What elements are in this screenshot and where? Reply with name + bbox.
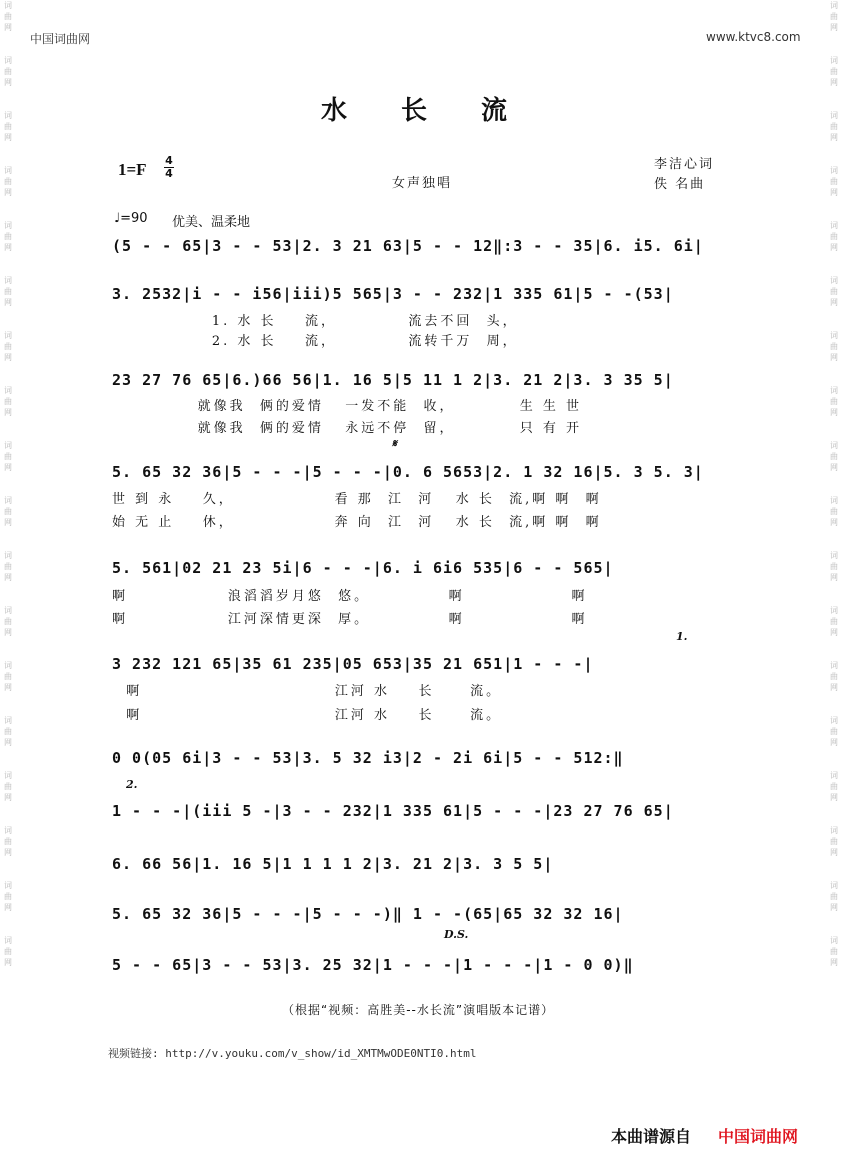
notation-line: 5. 65 32 36|5 - - -|5 - - -)‖ 1 - -(65|65 32 32 16| [112, 905, 624, 923]
video-link[interactable]: 视频链接: http://v.youku.com/v_show/id_XMTMwODE0NTI0.html [108, 1047, 477, 1060]
lyric-line: 2. 水 长 流， 流转千万 周， [112, 334, 519, 349]
notation-line: 5. 65 32 36|5 - - -|5 - - -|0. 6 5653|2. 1 32 16|5. 3 5. 3| [112, 463, 704, 481]
notation-line: 5. 561|02 21 23 5i|6 - - -|6. i 6i6 535|6 - - 565| [112, 559, 614, 577]
lyric-line: 世 到 永 久， 看 那 江 河 水 长 流,啊 啊 啊 [112, 492, 602, 507]
performance-type: 女声独唱 [392, 176, 453, 191]
notation-line: 3 232 121 65|35 61 235|05 653|35 21 651|1 - - -| [112, 655, 594, 673]
left-watermark: 词 曲 网 词 曲 网 词 曲 网 词 曲 网 词 曲 网 词 曲 网 词 曲 网 词 曲 网 词 曲 网 词 曲 网 词 曲 网 词 曲 网 词 曲 网 词 曲 网 词 曲 网 词 曲 网 词 曲 网 词 曲 网 [4, 1, 12, 967]
notation-line: (5 - - 65|3 - - 53|2. 3 21 63|5 - - 12‖:3 - - 35|6. i5. 6i| [112, 237, 704, 255]
page-title [321, 90, 531, 130]
lyric-line: 啊 江河深情更深 厚。 啊 啊 [112, 612, 588, 627]
notation-line: 6. 66 56|1. 16 5|1 1 1 1 2|3. 21 2|3. 3 5 5| [112, 855, 554, 873]
notation-line: 23 27 76 65|6.)66 56|1. 16 5|5 11 1 2|3. 21 2|3. 3 35 5| [112, 371, 674, 389]
notation-line: 0 0(05 6i|3 - - 53|3. 5 32 i3|2 - 2i 6i|5 - - 512:‖ [112, 749, 624, 767]
source-note: （根据“视频：高胜美--水长流”演唱版本记谱） [282, 1003, 555, 1017]
site-name: 中国词曲网 [30, 32, 91, 46]
style-mark: 优美、温柔地 [172, 215, 251, 230]
lyric-line: 1. 水 长 流， 流去不回 头， [112, 314, 519, 329]
notation-line: 5 - - 65|3 - - 53|3. 25 32|1 - - -|1 - - -|1 - 0 0)‖ [112, 956, 634, 974]
footer-brand[interactable]: 中国词曲网 [718, 1129, 799, 1146]
notation-line: 1 - - -|(iii 5 -|3 - - 232|1 335 61|5 - - -|23 27 76 65| [112, 802, 674, 820]
title-char: 水 [321, 96, 350, 126]
time-bottom: 4 [165, 167, 173, 180]
time-top: 4 [165, 154, 173, 167]
notation-line: 3. 2532|i - - i56|iii)5 565|3 - - 232|1 335 61|5 - -(53| [112, 285, 674, 303]
lyric-line: 啊 浪滔滔岁月悠 悠。 啊 啊 [112, 589, 588, 604]
right-watermark: 词 曲 网 词 曲 网 词 曲 网 词 曲 网 词 曲 网 词 曲 网 词 曲 网 词 曲 网 词 曲 网 词 曲 网 词 曲 网 词 曲 网 词 曲 网 词 曲 网 词 曲 网 词 曲 网 词 曲 网 词 曲 网 [830, 1, 838, 967]
site-url[interactable]: www.ktvc8.com [706, 30, 801, 44]
lyric-line: 啊 江河 水 长 流。 [112, 684, 503, 699]
volta-1: 1. [676, 630, 688, 643]
volta-2: 2. [126, 778, 138, 791]
segno-mark: 𝄋 [392, 437, 397, 450]
lyric-line: 就像我 俩的爱情 永远不停 留， 只 有 开 [112, 421, 582, 436]
ds-mark: D.S. [444, 928, 469, 941]
title-char: 长 [401, 96, 430, 126]
lyric-line: 啊 江河 水 长 流。 [112, 708, 503, 723]
title-char: 流 [481, 96, 510, 126]
lyricist: 李洁心词 [654, 157, 715, 172]
key-signature: 1=F [118, 160, 147, 179]
composer: 佚 名曲 [654, 177, 706, 192]
tempo-mark: ♩=90 [114, 211, 148, 226]
time-signature [164, 155, 174, 180]
lyric-line: 就像我 俩的爱情 一发不能 收， 生 生 世 [112, 399, 582, 414]
lyric-line: 始 无 止 休， 奔 向 江 河 水 长 流,啊 啊 啊 [112, 515, 602, 530]
footer-label: 本曲谱源自 [611, 1129, 692, 1146]
